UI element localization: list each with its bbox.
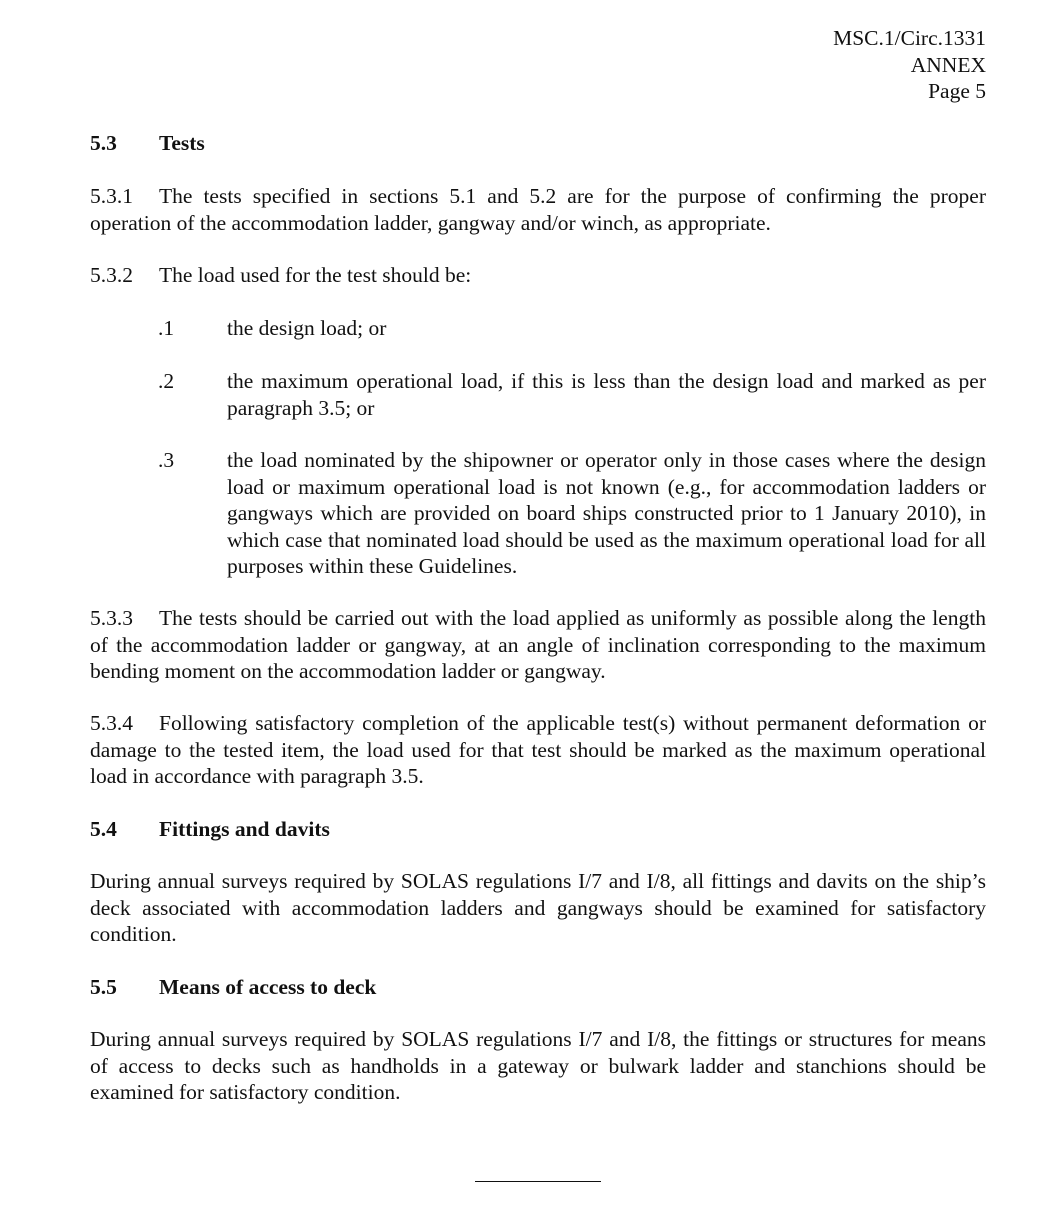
paragraph-5-3-1 xyxy=(90,183,986,236)
paragraph-number: 5.3.4 xyxy=(90,711,133,735)
section-number: 5.4 xyxy=(90,817,117,841)
list-item xyxy=(158,447,986,580)
list-item xyxy=(158,368,986,421)
document-reference: MSC.1/Circ.1331 xyxy=(833,26,986,50)
paragraph-5-4 xyxy=(90,868,986,948)
section-heading-5-3 xyxy=(90,130,205,157)
paragraph-5-3-2 xyxy=(90,262,986,289)
section-title: Tests xyxy=(159,131,205,155)
annex-label: ANNEX xyxy=(910,52,986,77)
paragraph-number: 5.3.2 xyxy=(90,263,133,287)
paragraph-text: During annual surveys required by SOLAS regulations I/7 and I/8, the fittings or structures for means of access to decks such as handholds in a gateway or bulwark ladder and stanchions should be examined for satisfactory condition. xyxy=(90,1027,986,1104)
paragraph-text: The tests specified in sections 5.1 and 5.2 are for the purpose of confirming the proper operation of the accommodation ladder, gangway and/or winch, as appropriate. xyxy=(90,184,986,235)
section-title: Fittings and davits xyxy=(159,817,330,841)
paragraph-5-3-3 xyxy=(90,605,986,685)
section-heading-5-5 xyxy=(90,974,376,1001)
section-number: 5.5 xyxy=(90,975,117,999)
list-item-text: the design load; or xyxy=(227,316,387,340)
list-item-number: .3 xyxy=(158,448,175,472)
list-item-number: .1 xyxy=(158,316,175,340)
paragraph-5-3-4 xyxy=(90,710,986,790)
list-item-text: the load nominated by the shipowner or operator only in those cases where the design load or maximum operational load is not known (e.g., for accommodation ladders or gangways which are provided on board ships constructed prior to 1 January 2010), in which case that nominated load should be used as the maximum operational load for all purposes within these Guidelines. xyxy=(227,448,986,578)
paragraph-text: The tests should be carried out with the load applied as uniformly as possible along the length of the accommodation ladder or gangway, at an angle of inclination corresponding to the maximum bending moment on the accommodation ladder or gangway. xyxy=(90,606,986,683)
paragraph-text: Following satisfactory completion of the applicable test(s) without permanent deformation or damage to the tested item, the load used for that test should be marked as the maximum operational load in accordance with paragraph 3.5. xyxy=(90,711,986,788)
section-heading-5-4 xyxy=(90,816,330,843)
paragraph-text: During annual surveys required by SOLAS regulations I/7 and I/8, all fittings and davits on the ship’s deck associated with accommodation ladders and gangways should be examined for satisfactory condition. xyxy=(90,869,986,946)
paragraph-number: 5.3.1 xyxy=(90,184,133,208)
list-item-text: the maximum operational load, if this is less than the design load and marked as per paragraph 3.5; or xyxy=(227,369,986,420)
page-number: Page 5 xyxy=(928,79,986,103)
list-item-number: .2 xyxy=(158,369,175,393)
paragraph-5-5 xyxy=(90,1026,986,1106)
list-item xyxy=(158,315,986,342)
paragraph-number: 5.3.3 xyxy=(90,606,133,630)
paragraph-text: The load used for the test should be: xyxy=(159,263,472,287)
section-number: 5.3 xyxy=(90,131,117,155)
footer-rule xyxy=(475,1181,601,1182)
page-header xyxy=(833,25,986,105)
section-title: Means of access to deck xyxy=(159,975,377,999)
